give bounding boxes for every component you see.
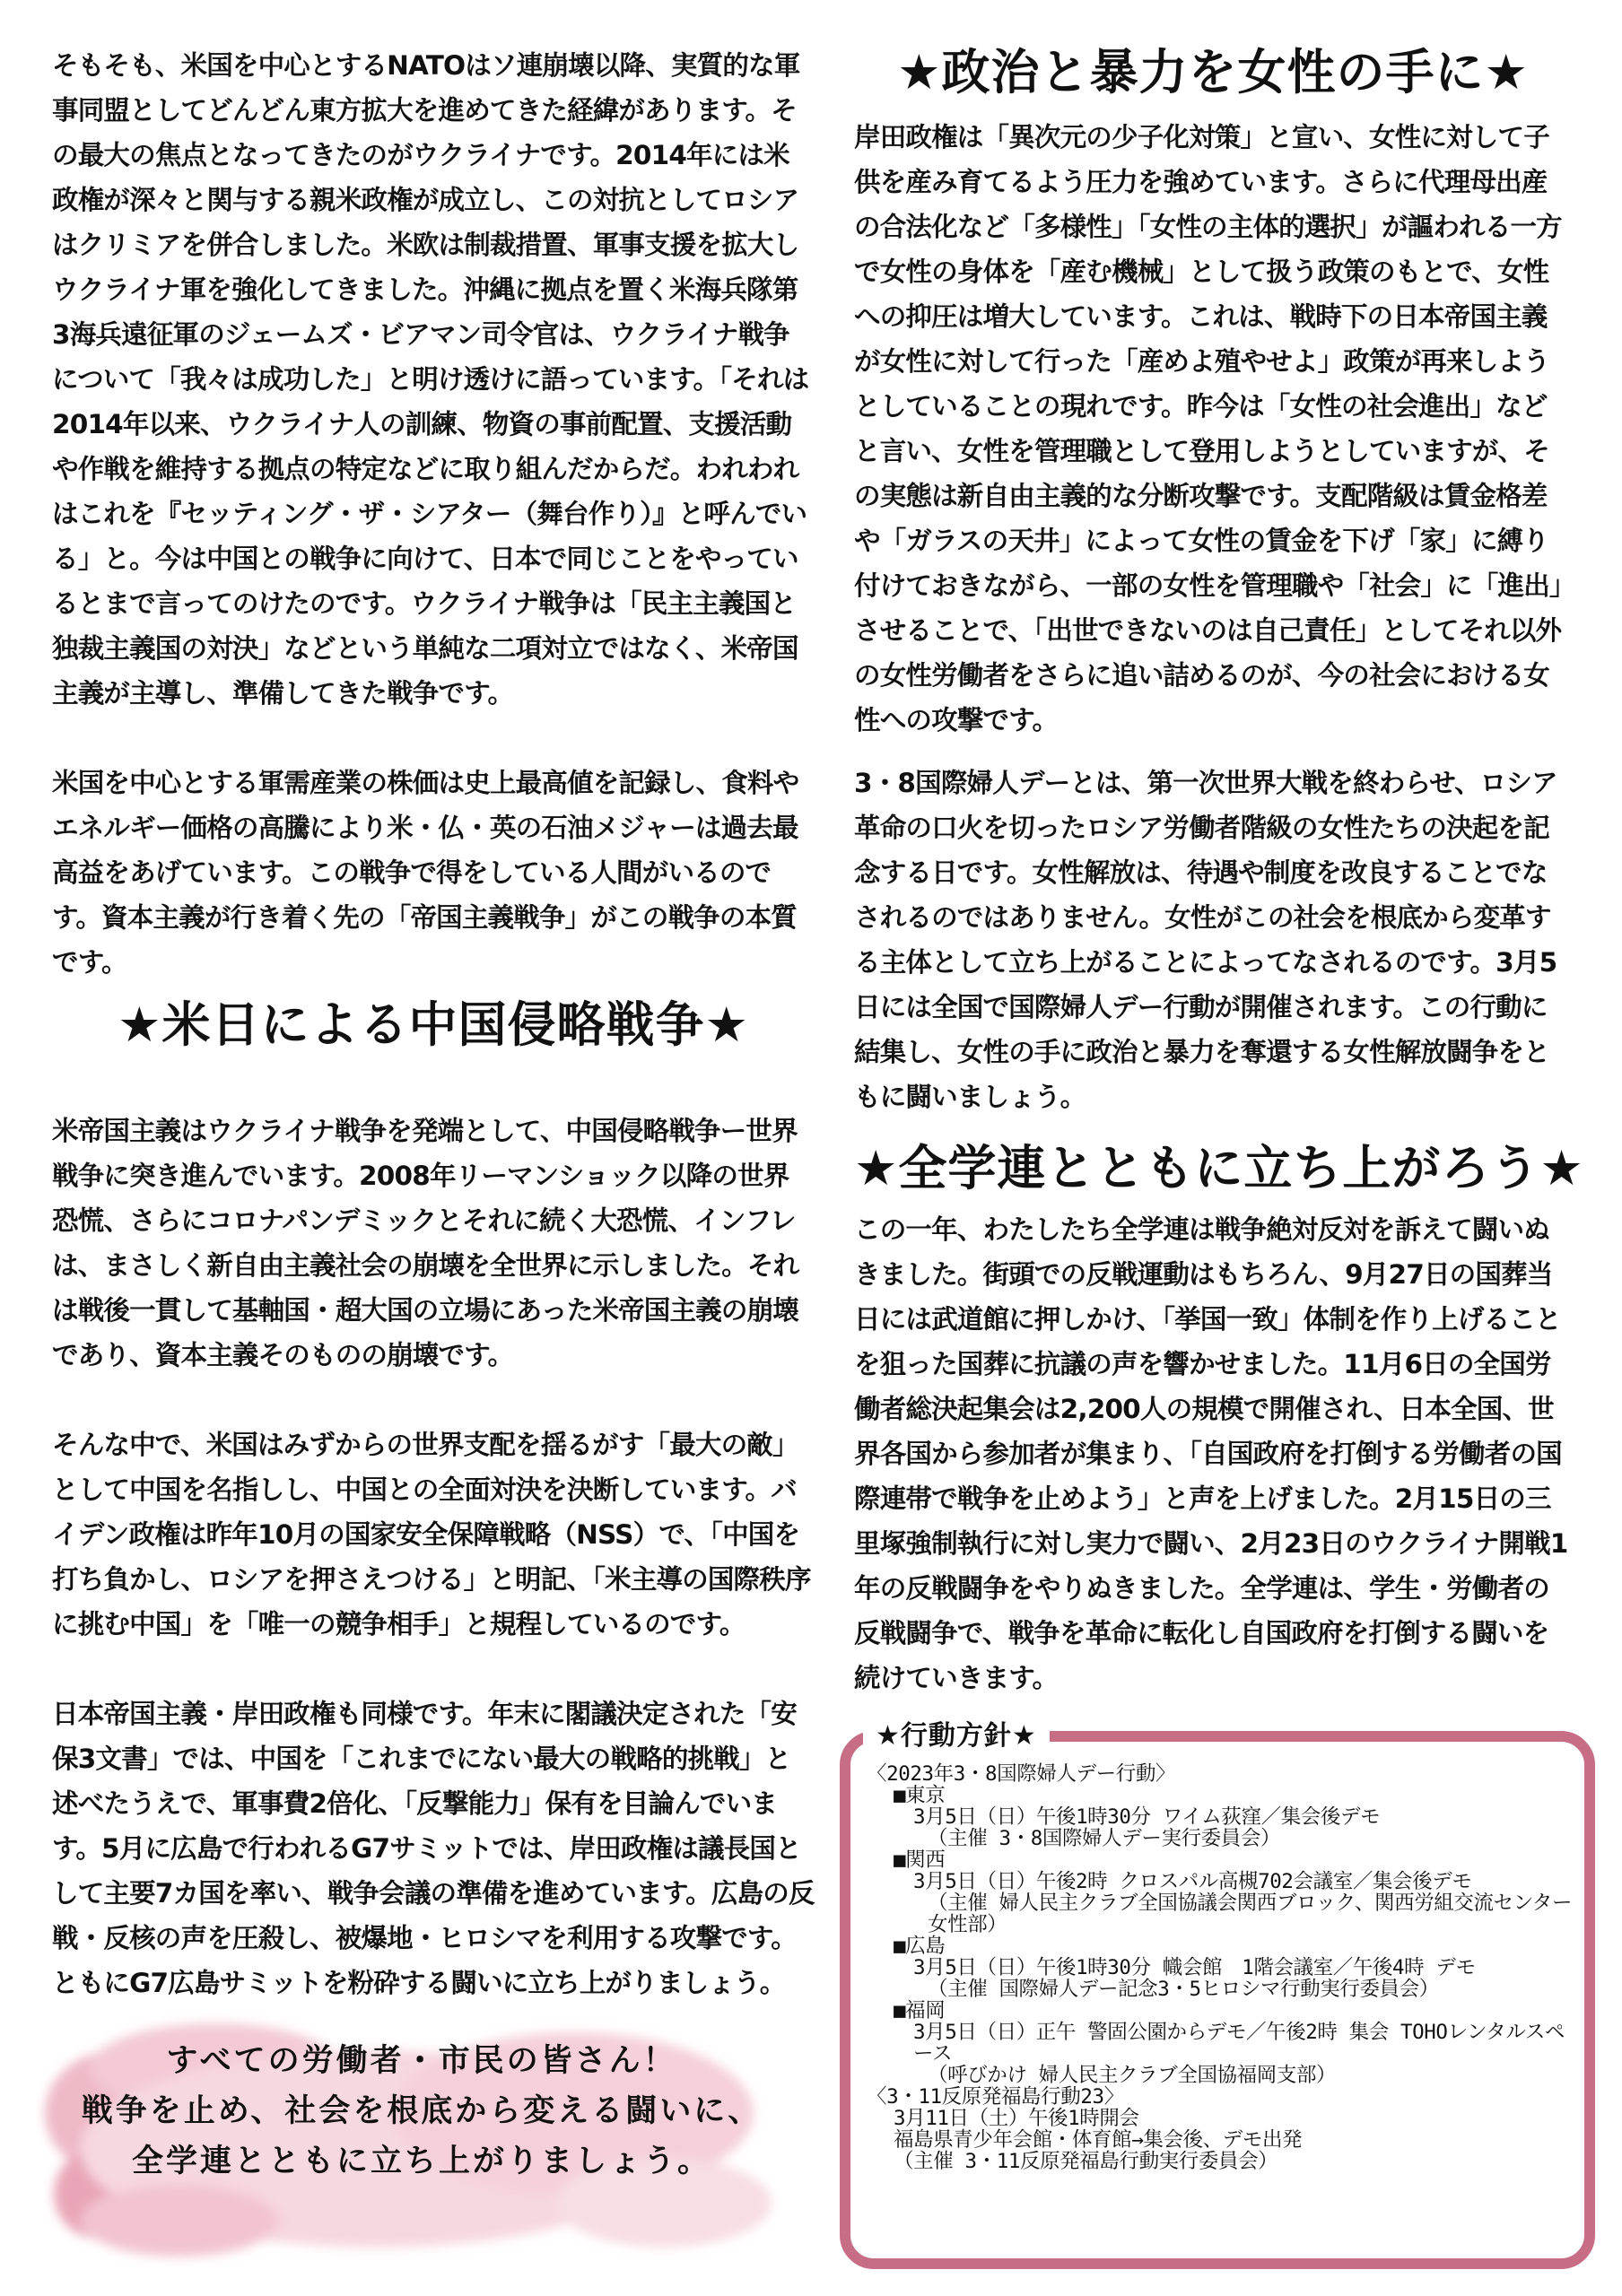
action-line: 3月5日（日）正午 警固公園からデモ／午後2時 集会 TOHOレンタルスペース: [913, 2021, 1565, 2066]
action-line: 福島県青少年会館・体育館→集会後、デモ出発: [894, 2128, 1303, 2152]
action-line: 3月5日（日）午後1時30分 ワイム荻窪／集会後デモ: [913, 1805, 1381, 1829]
action-line: （呼びかけ 婦人民主クラブ全国協福岡支部）: [928, 2064, 1337, 2087]
kishida-paragraph: 日本帝国主義・岸田政権も同様です。年末に閣議決定された「安保3文書」では、中国を「これまでにない最大の戦略的挑戦」と述べたうえで、軍事費2倍化、「反撃能力」保有を目論んでいます。5月に広島で行われるG7サミットでは、岸田政権は議長国として主要7カ国を率い、戦争会議の準備を進めています。広島の反戦・反核の声を圧殺し、被爆地・ヒロシマを利用する攻撃です。ともにG7広島サミットを粉砕する闘いに立ち上がりましょう。: [52, 1699, 815, 1998]
action-line: 3月11日（土）午後1時開会: [894, 2107, 1139, 2130]
action-line: （主催 婦人民主クラブ全国協議会関西ブロック、関西労組交流センター女性部）: [928, 1892, 1573, 1936]
action-line: 3月5日（日）午後2時 クロスパル高槻702会議室／集会後デモ: [913, 1870, 1472, 1893]
section-heading-zengakuren: ★全学連とともに立ち上がろう★: [854, 1140, 1584, 1196]
womens-day-paragraph: 3・8国際婦人デーとは、第一次世界大戦を終わらせ、ロシア革命の口火を切ったロシア労働者階級の女性たちの決起を記念する日です。女性解放は、待遇や制度を改良することでなされるのではありません。女性がこの社会を根底から変革する主体として立ち上がることによってなされるのです。3月5日には全国で国際婦人デー行動が開催されます。この行動に結集し、女性の手に政治と暴力を奪還する女性解放闘争をともに闘いましょう。: [854, 768, 1557, 1112]
women-paragraph: 岸田政権は「異次元の少子化対策」と宣い、女性に対して子供を産み育てるよう圧力を強めています。さらに代理母出産の合法化など「多様性」「女性の主体的選択」が謳われる一方で女性の身体を「産む機械」として扱う政策のもとで、女性への抑圧は増大しています。これは、戦時下の日本帝国主義が女性に対して行った「産めよ殖やせよ」政策が再来しようとしていることの現れです。昨今は「女性の社会進出」などと言い、女性を管理職として登用しようとしていますが、その実態は新自由主義的な分断攻撃です。支配階級は賃金格差や「ガラスの天井」によって女性の賃金を下げ「家」に縛り付けておきながら、一部の女性を管理職や「社会」に「進出」させることで、「出世できないのは自己責任」としてそれ以外の女性労働者をさらに追い詰めるのが、今の社会における女性への攻撃です。: [854, 122, 1562, 735]
section-heading-china-war: ★米日による中国侵略戦争★: [118, 996, 749, 1053]
china-war-paragraph: 米帝国主義はウクライナ戦争を発端として、中国侵略戦争ー世界戦争に突き進んでいます。2008年リーマンショック以降の世界恐慌、さらにコロナパンデミックとそれに続く大恐慌、インフレは、まさしく新自由主義社会の崩壊を全世界に示しました。それは戦後一貫して基軸国・超大国の立場にあった米帝国主義の崩壊であり、資本主義そのものの崩壊です。: [52, 1116, 799, 1370]
action-plan-title: ★行動方針★: [863, 1713, 1050, 1752]
call-to-action: [54, 2036, 789, 2187]
intro-paragraph: そもそも、米国を中心とするNATOはソ連崩壊以降、実質的な軍事同盟としてどんどん東方拡大を進めてきた経緯があります。その最大の焦点となってきたのがウクライナです。2014年には米政権が深々と関与する親米政権が成立し、この対抗としてロシアはクリミアを併合しました。米欧は制裁措置、軍事支援を拡大しウクライナ軍を強化してきました。沖縄に拠点を置く米海兵隊第3海兵遠征軍のジェームズ・ビアマン司令官は、ウクライナ戦争について「我々は成功した」と明け透けに語っています。「それは2014年以来、ウクライナ人の訓練、物資の事前配置、支援活動や作戦を維持する拠点の特定などに取り組んだからだ。われわれはこれを『セッティング・ザ・シアター（舞台作り）』と呼んでいる」と。今は中国との戦争に向けて、日本で同じことをやっているとまで言ってのけたのです。ウクライナ戦争は「民主主義国と独裁主義国の対決」などという単純な二項対立ではなく、米帝国主義が主導し、準備してきた戦争です。: [52, 50, 809, 709]
action-line: （主催 3・11反原発福島行動実行委員会）: [894, 2150, 1278, 2173]
call-line-3: 全学連とともに立ち上がりましょう。: [131, 2144, 711, 2179]
action-line: （主催 3・8国際婦人デー実行委員会）: [928, 1827, 1281, 1850]
call-line-2: 戦争を止め、社会を根底から変える闘いに、: [81, 2093, 763, 2129]
call-line-1: すべての労働者・市民の皆さん！: [166, 2043, 677, 2079]
section-heading-women: ★政治と暴力を女性の手に★: [897, 44, 1529, 100]
action-plan-list: [867, 1763, 1575, 2172]
action-line: 〈2023年3・8国際婦人デー行動〉: [867, 1762, 1176, 1786]
action-line: （主催 国際婦人デー記念3・5ヒロシマ行動実行委員会）: [928, 1978, 1439, 2001]
action-line: 〈3・11反原発福島行動23〉: [867, 2085, 1124, 2109]
action-line: ■福岡: [894, 1999, 946, 2022]
zengakuren-paragraph: この一年、わたしたち全学連は戦争絶対反対を訴えて闘いぬきました。街頭での反戦運動はもちろん、9月27日の国葬当日には武道館に押しかけ、「挙国一致」体制を作り上げることを狙った国葬に抗議の声を響かせました。11月6日の全国労働者総決起集会は2,200人の規模で開催され、日本全国、世界各国から参加者が集まり、「自国政府を打倒する労働者の国際連帯で戦争を止めよう」と声を上げました。2月15日の三里塚強制執行に対し実力で闘い、2月23日のウクライナ開戦1年の反戦闘争をやりぬきました。全学連は、学生・労働者の反戦闘争で、戦争を革命に転化し自国政府を打倒する闘いを続けていきます。: [854, 1214, 1568, 1693]
action-line: 3月5日（日）午後1時30分 幟会館 1階会議室／午後4時 デモ: [913, 1956, 1476, 1979]
action-line: ■東京: [894, 1784, 946, 1807]
action-line: ■広島: [894, 1935, 946, 1958]
action-line: ■関西: [894, 1848, 946, 1872]
us-china-paragraph: そんな中で、米国はみずからの世界支配を揺るがす「最大の敵」として中国を名指しし、中国との全面対決を決断しています。バイデン政権は昨年10月の国家安全保障戦略（NSS）で、「中国を打ち負かし、ロシアを押さえつける」と明記、「米主導の国際秩序に挑む中国」を「唯一の競争相手」と規程しているのです。: [52, 1430, 811, 1639]
arms-industry-paragraph: 米国を中心とする軍需産業の株価は史上最高値を記録し、食料やエネルギー価格の高騰により米・仏・英の石油メジャーは過去最高益をあげています。この戦争で得をしている人間がいるのです。資本主義が行き着く先の「帝国主義戦争」がこの戦争の本質です。: [52, 768, 799, 978]
